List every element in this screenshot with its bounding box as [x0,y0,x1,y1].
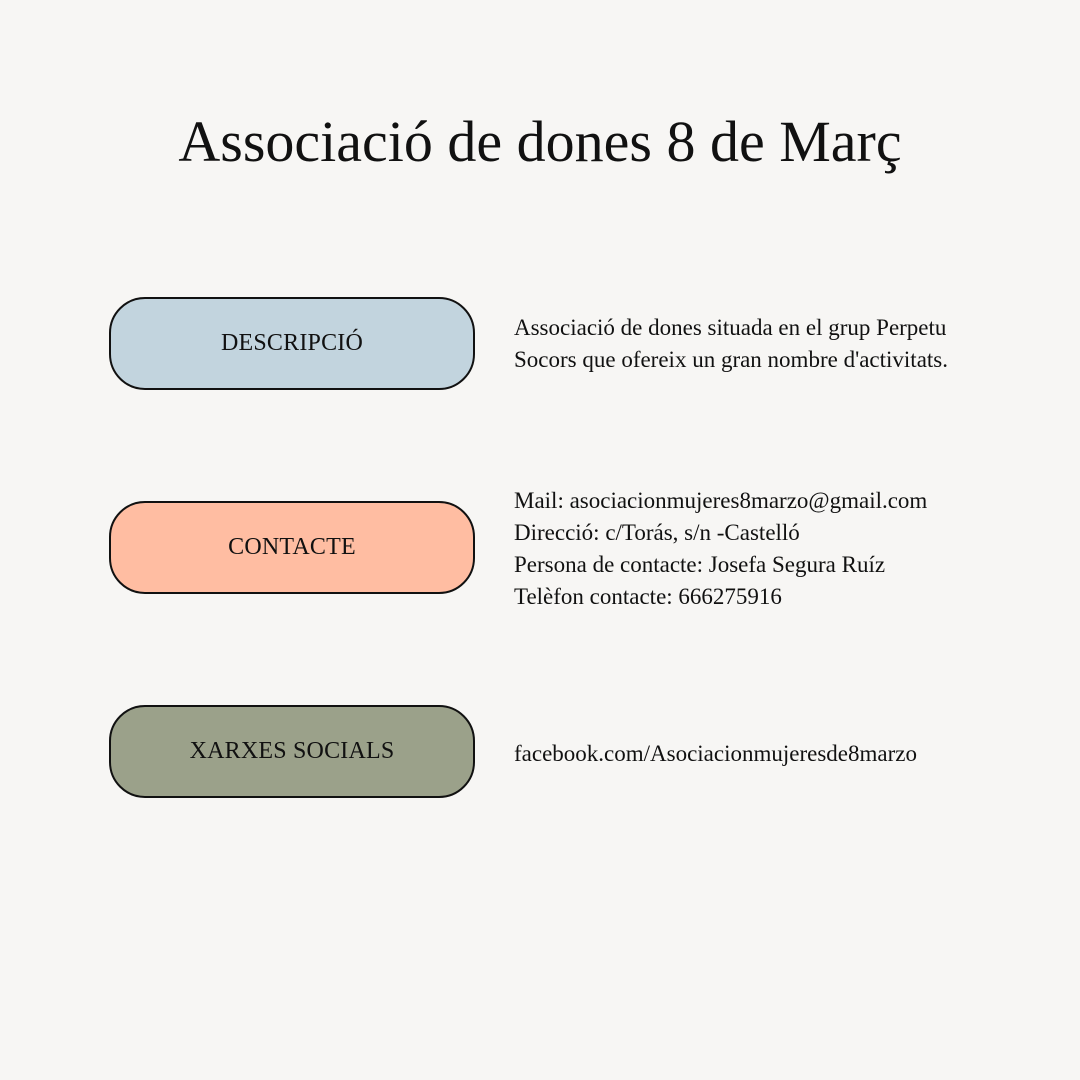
contact-address: Direcció: c/Torás, s/n -Castelló [514,520,800,545]
contact-phone: Telèfon contacte: 666275916 [514,584,782,609]
descripcio-line: Associació de dones situada en el grup Perpetu [514,315,947,340]
descripcio-label: DESCRIPCIÓ [220,330,364,356]
xarxes-socials-text [514,738,1054,770]
xarxes-socials-button[interactable] [109,705,475,798]
contacte-label: CONTACTE [228,534,356,560]
contacte-text [514,485,1054,613]
descripcio-button[interactable] [109,297,475,390]
contact-mail[interactable]: Mail: asociacionmujeres8marzo@gmail.com [514,488,928,513]
contact-person: Persona de contacte: Josefa Segura Ruíz [514,552,886,577]
page-title: Associació de dones 8 de Març [178,109,902,174]
xarxes-socials-label: XARXES SOCIALS [189,738,395,764]
descripcio-text [514,312,1054,376]
facebook-link[interactable]: facebook.com/Asociacionmujeresde8marzo [514,741,917,766]
contacte-button[interactable] [109,501,475,594]
descripcio-line: Socors que ofereix un gran nombre d'activitats. [514,347,948,372]
